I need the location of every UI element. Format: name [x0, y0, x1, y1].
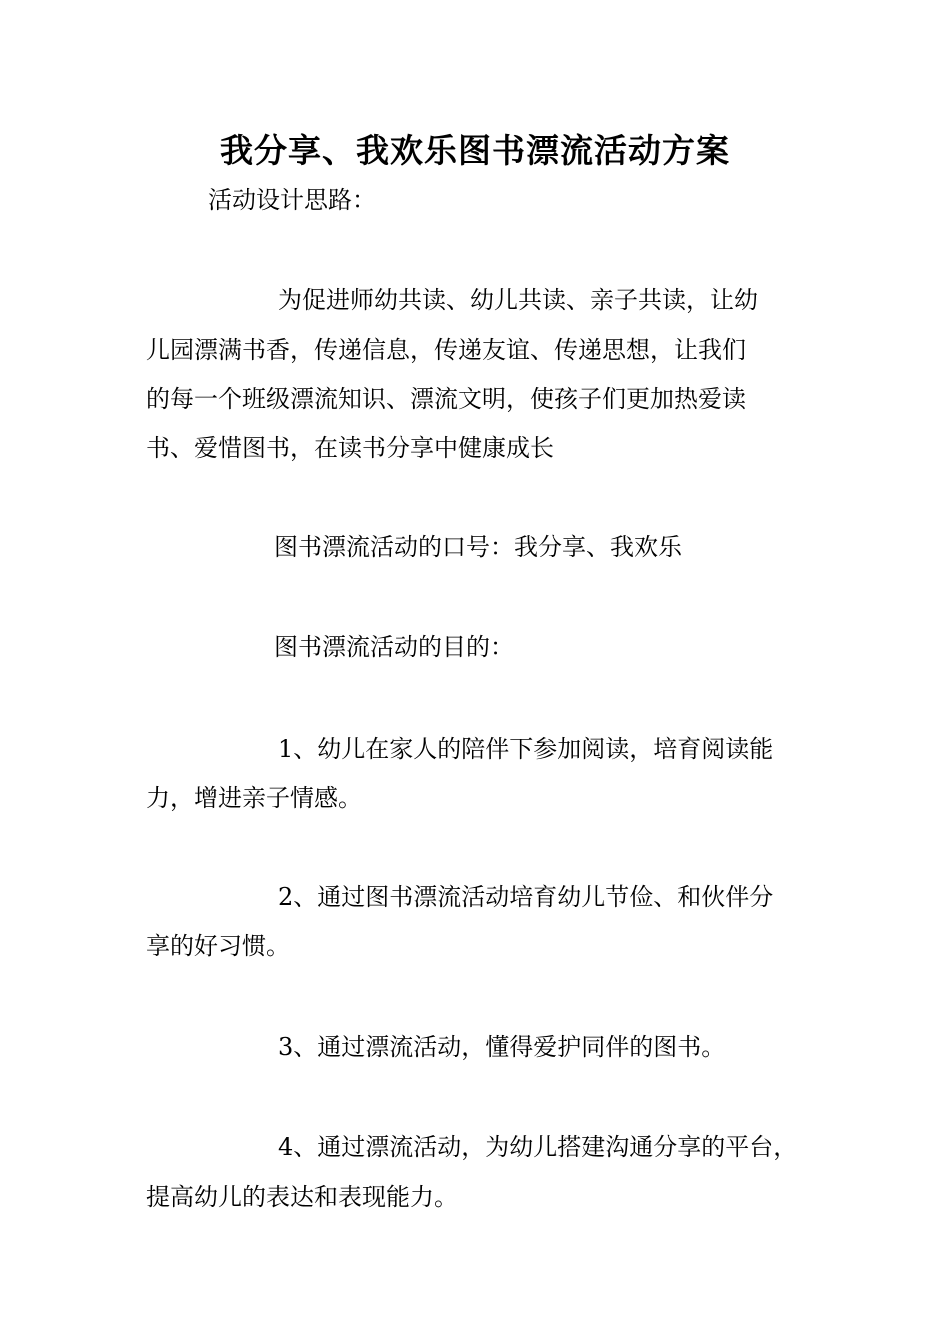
list-item-line: 3、通过漂流活动，懂得爱护同伴的图书。 [278, 1033, 726, 1061]
paragraph-line: 为促进师幼共读、幼儿共读、亲子共读，让幼 [278, 286, 758, 314]
purpose-heading: 图书漂流活动的目的： [274, 633, 514, 661]
paragraph-line: 书、爱惜图书，在读书分享中健康成长 [146, 434, 554, 462]
document-title: 我分享、我欢乐图书漂流活动方案 [220, 131, 730, 170]
paragraph-line: 的每一个班级漂流知识、漂流文明，使孩子们更加热爱读 [146, 385, 746, 413]
paragraph-line: 儿园漂满书香，传递信息，传递友谊、传递思想，让我们 [146, 336, 746, 364]
slogan-line: 图书漂流活动的口号：我分享、我欢乐 [274, 533, 682, 561]
list-item-line: 享的好习惯。 [146, 932, 290, 960]
section-heading-design-idea: 活动设计思路： [208, 186, 376, 214]
list-item-line: 2、通过图书漂流活动培育幼儿节俭、和伙伴分 [278, 883, 774, 911]
list-item-line: 提高幼儿的表达和表现能力。 [146, 1183, 458, 1211]
list-item-line: 1、幼儿在家人的陪伴下参加阅读，培育阅读能 [278, 735, 774, 763]
list-item-line: 4、通过漂流活动，为幼儿搭建沟通分享的平台， [278, 1133, 798, 1161]
list-item-line: 力，增进亲子情感。 [146, 784, 362, 812]
